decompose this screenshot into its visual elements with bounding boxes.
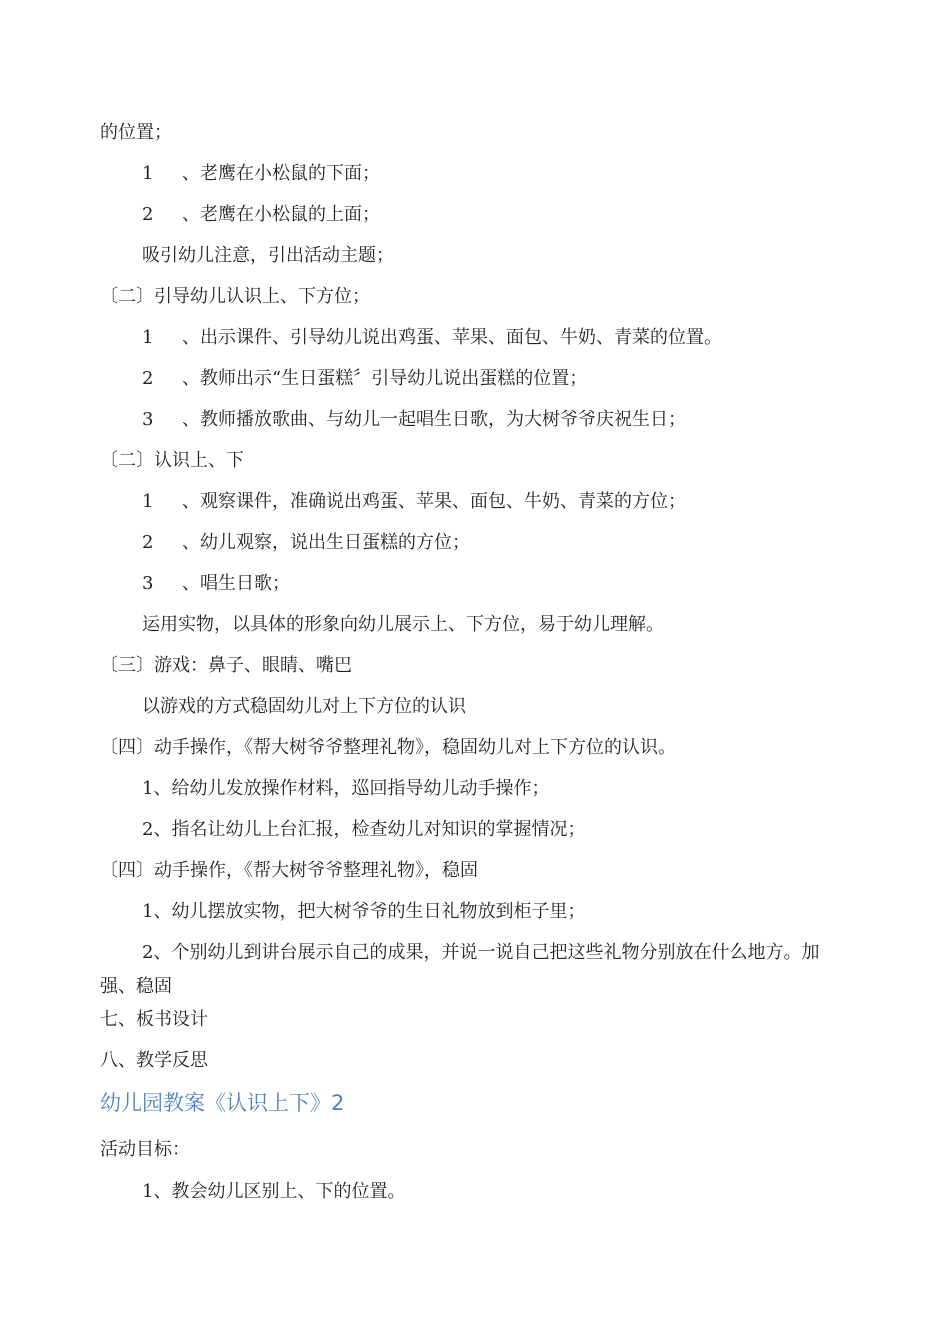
section-title: 〔四〕动手操作，《帮大树爷爷整理礼物》，稳固幼儿对上下方位的认识。 [100,737,676,758]
list-item: 1、给幼儿发放操作材料，巡回指导幼儿动手操作； [142,778,550,799]
list-item: 1 、观察课件，准确说出鸡蛋、苹果、面包、牛奶、青菜的方位； [142,491,686,512]
document-heading: 幼儿园教案《认识上下》2 [100,1091,345,1115]
paragraph-continuation: 的位置； [100,122,172,143]
paragraph: 以游戏的方式稳固幼儿对上下方位的认识 [142,696,466,717]
list-item-wrapped: 2、个别幼儿到讲台展示自己的成果，并说一说自己把这些礼物分别放在什么地方。加强、稳固 [100,942,820,997]
list-item: 2 、幼儿观察，说出生日蛋糕的方位； [142,532,470,553]
list-item: 1 、出示课件、引导幼儿说出鸡蛋、苹果、面包、牛奶、青菜的位置。 [142,327,722,348]
section-title: 〔四〕动手操作，《帮大树爷爷整理礼物》，稳固 [100,860,478,881]
list-item: 2 、教师出示“生日蛋糕〞引导幼儿说出蛋糕的位置； [142,368,588,389]
list-item: 1 、老鹰在小松鼠的下面； [142,163,380,184]
section-title: 〔二〕引导幼儿认识上、下方位； [100,286,370,307]
paragraph: 运用实物，以具体的形象向幼儿展示上、下方位，易于幼儿理解。 [142,614,664,635]
section-title: 八、教学反思 [100,1050,208,1071]
list-item: 2、指名让幼儿上台汇报，检查幼儿对知识的掌握情况； [142,819,586,840]
list-item: 3 、教师播放歌曲、与幼儿一起唱生日歌，为大树爷爷庆祝生日； [142,409,686,430]
list-item: 3 、唱生日歌； [142,573,290,594]
list-item: 1、幼儿摆放实物，把大树爷爷的生日礼物放到柜子里； [142,901,586,922]
section-title: 七、板书设计 [100,1009,208,1030]
section-title: 〔二〕认识上、下 [100,450,244,471]
paragraph: 吸引幼儿注意，引出活动主题； [142,245,394,266]
subheading: 活动目标： [100,1139,190,1160]
list-item: 2 、老鹰在小松鼠的上面； [142,204,380,225]
section-title: 〔三〕游戏：鼻子、眼睛、嘴巴 [100,655,352,676]
list-item: 1、教会幼儿区别上、下的位置。 [142,1181,406,1202]
